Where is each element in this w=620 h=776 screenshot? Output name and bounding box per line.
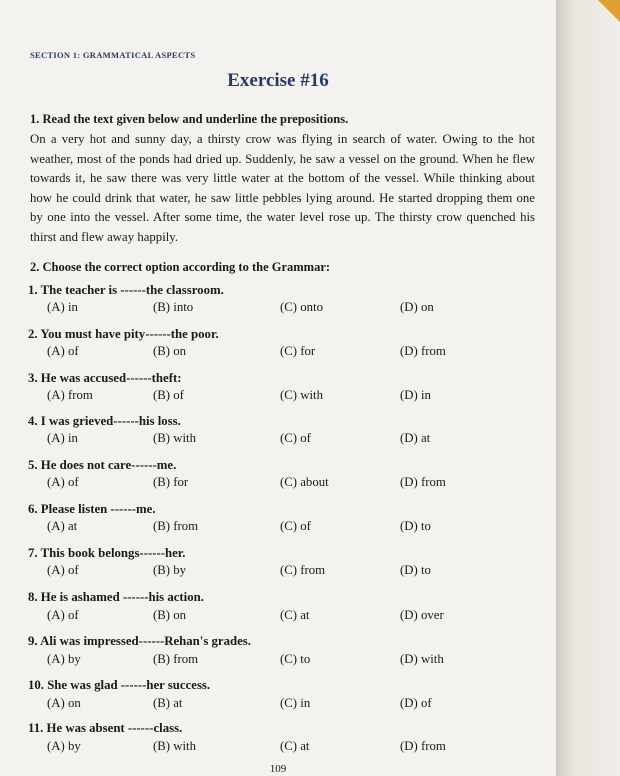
question-7-option-a: (A) of (47, 563, 79, 577)
question-4-option-a: (A) in (47, 431, 78, 445)
question-3-option-b: (B) of (153, 388, 184, 402)
question-2: 2. You must have pity------the poor. (28, 327, 219, 341)
exercise-title: Exercise #16 (227, 70, 329, 91)
question-1: 1. The teacher is ------the classroom. (28, 283, 224, 297)
question-7-option-b: (B) by (153, 563, 187, 577)
question-8-option-d: (D) over (400, 608, 444, 622)
question-6-option-c: (C) of (280, 519, 311, 533)
passage-text: On a very hot and sunny day, a thirsty crow was flying in search of water. Owing to the hot weather, most of the ponds had dried up. Suddenly, he saw a vessel on the ground. When he flew towards it, he saw there was very little water at the bottom of the vessel. While thinking about how he could drink that water, he saw little pebbles lying around. He started dropping them one by one into the vessel. After some time, the water level rose up. The thirsty crow quenched his thirst and flew away happily. (30, 132, 535, 244)
question-7-option-d: (D) to (400, 563, 431, 577)
question-4-option-b: (B) with (153, 431, 197, 445)
question-8-option-b: (B) on (153, 608, 187, 622)
question-4-option-d: (D) at (400, 431, 431, 445)
question-5: 5. He does not care------me. (28, 458, 177, 472)
part2-instruction: 2. Choose the correct option according to the Grammar: (30, 260, 331, 274)
question-4: 4. I was grieved------his loss. (28, 414, 181, 428)
question-3-option-c: (C) with (280, 388, 324, 402)
question-3-option-d: (D) in (400, 388, 431, 402)
question-2-option-d: (D) from (400, 344, 446, 358)
next-page-edge (556, 0, 620, 776)
question-11-option-c: (C) at (280, 739, 310, 753)
question-6-option-d: (D) to (400, 519, 431, 533)
question-7: 7. This book belongs------her. (28, 546, 186, 560)
page-number: 109 (269, 763, 287, 775)
question-10-option-c: (C) in (280, 696, 311, 710)
question-11-option-a: (A) by (47, 739, 81, 753)
question-10-option-a: (A) on (47, 696, 81, 710)
question-9-option-d: (D) with (400, 652, 444, 666)
question-10: 10. She was glad ------her success. (28, 678, 211, 692)
question-9: 9. Ali was impressed------Rehan's grades. (28, 634, 251, 648)
question-5-option-b: (B) for (153, 475, 189, 489)
question-7-option-c: (C) from (280, 563, 326, 577)
question-9-option-a: (A) by (47, 652, 81, 666)
question-3: 3. He was accused------theft: (28, 371, 182, 385)
question-1-option-a: (A) in (47, 300, 78, 314)
bookmark-tab (598, 0, 620, 22)
part1-instruction: 1. Read the text given below and underline the prepositions. (30, 112, 349, 126)
question-2-option-c: (C) for (280, 344, 316, 358)
question-5-option-d: (D) from (400, 475, 446, 489)
question-9-option-c: (C) to (280, 652, 311, 666)
question-9-option-b: (B) from (153, 652, 199, 666)
question-1-option-d: (D) on (400, 300, 434, 314)
question-6-option-a: (A) at (47, 519, 78, 533)
question-5-option-a: (A) of (47, 475, 79, 489)
question-4-option-c: (C) of (280, 431, 311, 445)
question-6-option-b: (B) from (153, 519, 199, 533)
question-1-option-c: (C) onto (280, 300, 324, 314)
question-8-option-c: (C) at (280, 608, 310, 622)
question-1-option-b: (B) into (153, 300, 194, 314)
question-11-option-d: (D) from (400, 739, 446, 753)
question-2-option-a: (A) of (47, 344, 79, 358)
question-8-option-a: (A) of (47, 608, 79, 622)
section-heading: SECTION 1: GRAMMATICAL ASPECTS (30, 50, 196, 60)
question-5-option-c: (C) about (280, 475, 329, 489)
question-2-option-b: (B) on (153, 344, 187, 358)
question-3-option-a: (A) from (47, 388, 93, 402)
question-10-option-b: (B) at (153, 696, 183, 710)
question-6: 6. Please listen ------me. (28, 502, 156, 516)
question-8: 8. He is ashamed ------his action. (28, 590, 204, 604)
question-10-option-d: (D) of (400, 696, 432, 710)
question-11-option-b: (B) with (153, 739, 197, 753)
question-11: 11. He was absent ------class. (28, 721, 183, 735)
